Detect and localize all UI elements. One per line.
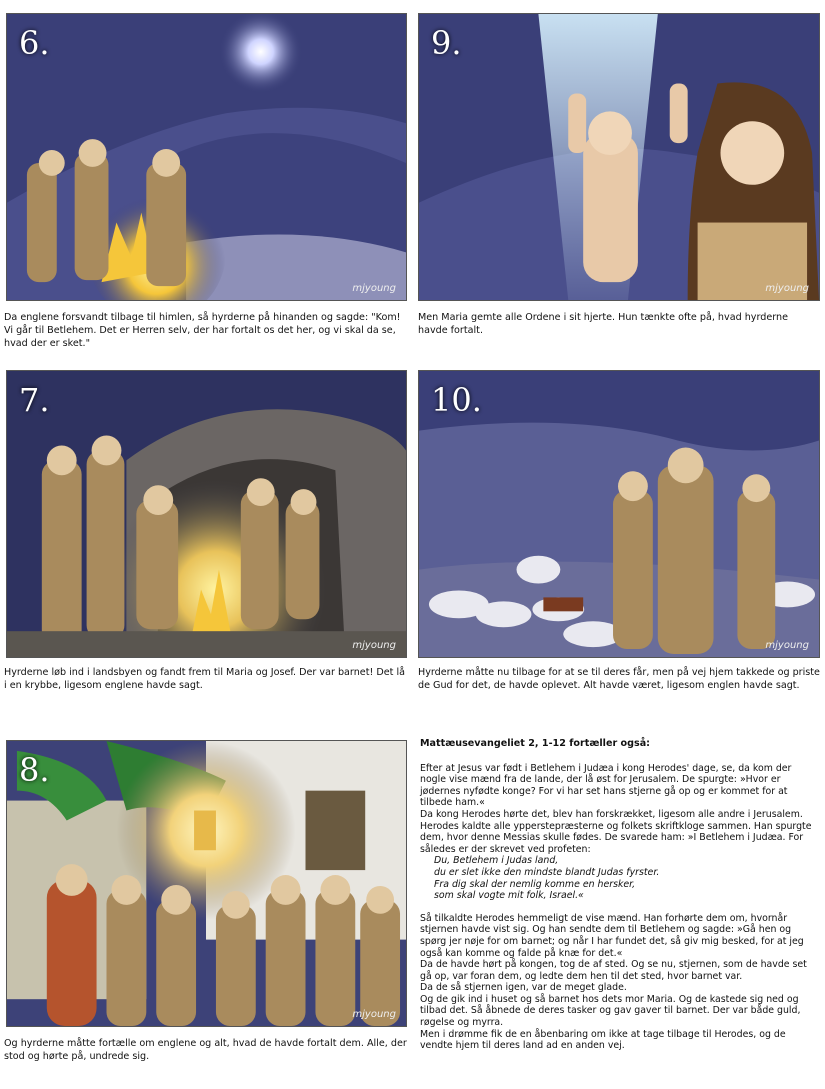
scripture-paragraph: Da de så stjernen igen, var de meget glade. <box>420 982 627 994</box>
scripture-text-block <box>420 738 818 1052</box>
artist-signature: mjyoung <box>352 640 396 651</box>
panel-10-image <box>418 370 820 658</box>
artist-signature: mjyoung <box>352 1009 396 1020</box>
scripture-paragraph: Da de havde hørt på kongen, tog de af sted. Og se nu, stjernen, som de havde set gå op, var foran dem, og ledte dem hen til det sted, hvor barnet var. <box>420 959 807 982</box>
panel-7-number: 7. <box>19 381 50 419</box>
panel-8-number: 8. <box>19 751 50 789</box>
panel-10-caption: Hyrderne måtte nu tilbage for at se til deres får, men på vej hjem takkede og priste de Gud for det, de havde oplevet. Alt havde været, ligesom englen havde sagt. <box>418 667 820 691</box>
artist-signature: mjyoung <box>765 640 809 651</box>
panel-10-number: 10. <box>431 381 482 419</box>
panel-9-image <box>418 13 820 301</box>
panel-9-caption: Men Maria gemte alle Ordene i sit hjerte. Hun tænkte ofte på, hvad hyrderne havde fortalt. <box>418 312 788 336</box>
panel-9-number: 9. <box>431 24 462 62</box>
scripture-paragraph: Da kong Herodes hørte det, blev han forskrækket, ligesom alle andre i Jerusalem. Herodes kaldte alle ypperstepræsterne og folkets skriftkloge sammen. Han spurgte dem, hvor denne Messias skulle fødes. De svarede ham: »I Betlehem i Judæa. For således er der skrevet ved profeten: <box>420 808 812 855</box>
panel-6-number: 6. <box>19 24 50 62</box>
artist-signature: mjyoung <box>765 283 809 294</box>
panel-7-caption: Hyrderne løb ind i landsbyen og fandt frem til Maria og Josef. Der var barnet! Det lå i en krybbe, ligesom englene havde sagt. <box>4 667 405 691</box>
panel-6-caption: Da englene forsvandt tilbage til himlen, så hyrderne på hinanden og sagde: "Kom! Vi går til Betlehem. Det er Herren selv, der har fortalt os det her, og vi skal da se, hvad der er sket." <box>4 312 401 349</box>
scripture-paragraph: Og de gik ind i huset og så barnet hos dets mor Maria. Og de kastede sig ned og tilbad det. Så åbnede de deres tasker og gav gaver til barnet. Der var både guld, røgelse og myrra. <box>420 993 801 1029</box>
panel-8-image <box>6 740 407 1027</box>
scripture-heading: Mattæusevangeliet 2, 1-12 fortæller også: <box>420 738 651 749</box>
prophecy-line: som skal vogte mit folk, Israel.« <box>434 890 584 902</box>
prophecy-line: Du, Betlehem i Judas land, <box>434 855 559 867</box>
scripture-paragraph: Så tilkaldte Herodes hemmeligt de vise mænd. Han forhørte dem om, hvornår stjernen havde vist sig. Og han sendte dem til Betlehem og sagde: »Gå hen og spørg jer nøje for om barnet; og når I har fundet det, så giv mig besked, for at jeg også kan komme og falde på knæ for det.« <box>420 912 804 959</box>
panel-8-caption: Og hyrderne måtte fortælle om englene og alt, hvad de havde fortalt dem. Alle, der stod og hørte på, undrede sig. <box>4 1038 407 1062</box>
scripture-paragraph: Men i drømme fik de en åbenbaring om ikke at tage tilbage til Herodes, og de vendte hjem til deres land ad en anden vej. <box>420 1028 786 1052</box>
artist-signature: mjyoung <box>352 283 396 294</box>
prophecy-line: du er slet ikke den mindste blandt Judas fyrster. <box>434 866 660 878</box>
scripture-paragraph: Efter at Jesus var født i Betlehem i Judæa i kong Herodes' dage, se, da kom der nogle vise mænd fra de lande, der lå øst for Jerusalem. De spurgte: »Hvor er jødernes nyfødte konge? For vi har set hans stjerne gå op og er kommet for at tilbede ham.« <box>420 762 792 809</box>
panel-7-image <box>6 370 407 658</box>
prophecy-line: Fra dig skal der nemlig komme en hersker, <box>434 878 636 890</box>
panel-6-image <box>6 13 407 301</box>
